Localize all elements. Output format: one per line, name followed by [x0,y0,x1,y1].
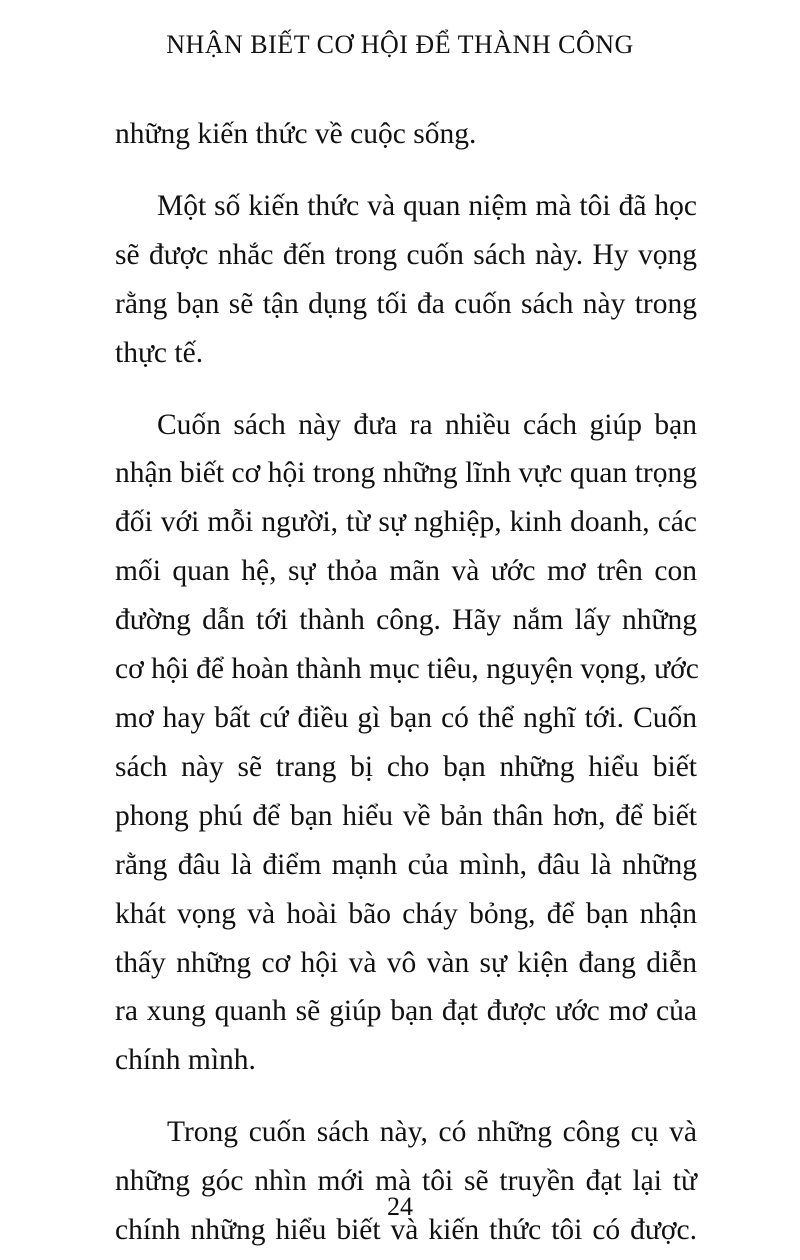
paragraph-4 [115,1108,697,1255]
paragraph-3 [115,401,697,1086]
text-line: Cuốn sách này đưa ra nhiều cách giúp bạn [157,408,697,441]
text-line: sách này sẽ trang bị cho bạn những hiểu biết [115,750,697,783]
text-line: thấy những cơ hội và vô vàn sự kiện đang diễn [115,946,697,979]
paragraph-1 [115,110,697,159]
text-line: cơ hội để hoàn thành mục tiêu, nguyện vọng, ước [115,653,699,686]
paragraph-spacer [115,159,697,182]
running-header: NHẬN BIẾT CƠ HỘI ĐỂ THÀNH CÔNG [166,30,634,59]
text-line: đường dẫn tới thành công. Hãy nắm lấy những [115,604,697,637]
paragraph-spacer [115,378,697,401]
text-line: sẽ được nhắc đến trong cuốn sách này. Hy vọng [115,238,697,271]
text-line: rằng bạn sẽ tận dụng tối đa cuốn sách này trong [115,287,697,320]
text-line: Một số kiến thức và quan niệm mà tôi đã học [157,189,697,222]
text-line: phong phú để bạn hiểu về bản thân hơn, để biết [115,799,697,832]
text-line: mối quan hệ, sự thỏa mãn và ước mơ trên con [115,555,697,588]
body-text [115,110,697,1255]
text-line: những góc nhìn mới mà tôi sẽ truyền đạt lại từ [115,1165,697,1198]
page-number: 24 [387,1192,413,1221]
text-line: rằng đâu là điểm mạnh của mình, đâu là những [115,848,697,881]
text-line: nhận biết cơ hội trong những lĩnh vực quan trọng [115,457,697,490]
text-line: ra xung quanh sẽ giúp bạn đạt được ước mơ của [115,995,697,1028]
text-line: mơ hay bất cứ điều gì bạn có thể nghĩ tới. Cuốn [115,701,697,734]
text-line: Trong cuốn sách này, có những công cụ và [167,1116,697,1149]
text-line: đối với mỗi người, từ sự nghiệp, kinh doanh, các [115,506,697,539]
text-line: những kiến thức về cuộc sống. [115,118,477,150]
text-line: chính mình. [115,1044,256,1077]
text-line: thực tế. [115,336,204,369]
text-line: chính những hiểu biết và kiến thức tôi có được. [115,1214,697,1247]
text-line: khát vọng và hoài bão cháy bỏng, để bạn nhận [115,897,697,930]
paragraph-2 [115,182,697,378]
paragraph-spacer [115,1085,697,1108]
